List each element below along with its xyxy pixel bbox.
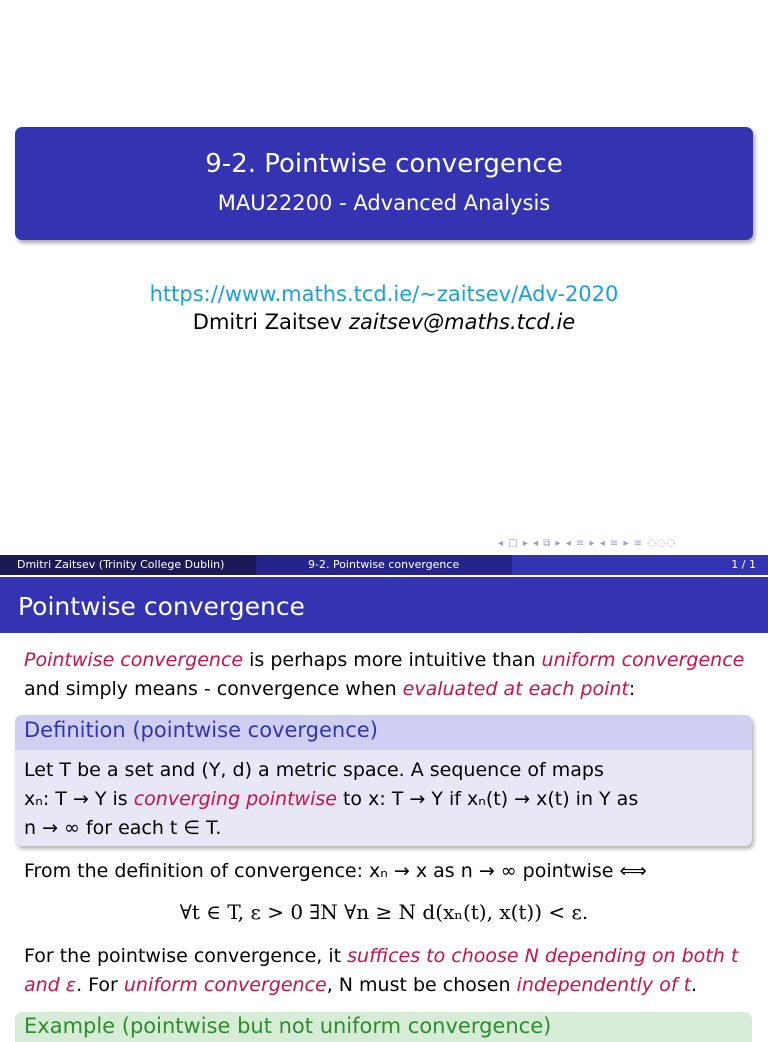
- example-block-header: [15, 1012, 752, 1042]
- definition-line-2a: xₙ: T → Y is: [24, 788, 134, 810]
- emphasis-depending: suffices to choose N depending on both t and ε: [24, 945, 739, 996]
- definition-line-3: n → ∞ for each t ∈ T.: [24, 817, 222, 839]
- footer-title: 9-2. Pointwise convergence: [308, 558, 460, 571]
- presentation-title: 9-2. Pointwise convergence: [205, 149, 563, 179]
- presentation-subtitle: MAU22200 - Advanced Analysis: [217, 191, 551, 215]
- emphasis-pointwise: Pointwise convergence: [24, 649, 244, 671]
- emphasis-converging-pointwise: converging pointwise: [133, 788, 337, 810]
- closing-paragraph: [24, 942, 749, 1000]
- definition-line-2: [24, 785, 744, 814]
- definition-title: Definition (pointwise covergence): [24, 718, 378, 742]
- closing-text-1: For the pointwise convergence, it: [24, 945, 348, 967]
- emphasis-each-point: evaluated at each point: [402, 678, 629, 700]
- author-email: zaitsev@maths.tcd.ie: [348, 310, 576, 334]
- consequence-paragraph: From the definition of convergence: xₙ → x as n → ∞ pointwise ⟺: [24, 860, 647, 882]
- course-url-link[interactable]: https://www.maths.tcd.ie/~zaitsev/Adv-2020: [149, 282, 619, 306]
- emphasis-uniform: uniform convergence: [541, 649, 745, 671]
- frame-title: Pointwise convergence: [18, 592, 305, 621]
- author-name: Dmitri Zaitsev: [192, 310, 343, 334]
- emphasis-uniform-2: uniform convergence: [123, 974, 327, 996]
- title-block: [15, 127, 753, 240]
- intro-text-3: :: [628, 678, 636, 700]
- definition-line-2b: to x: T → Y if xₙ(t) → x(t) in Y as: [336, 788, 639, 810]
- beamer-navigation-icons[interactable]: ◂ □ ▸ ◂ ⧉ ▸ ◂ ≡ ▸ ◂ ≡ ▸ ≡ ◌◌◌: [498, 538, 677, 549]
- footer-author: Dmitri Zaitsev (Trinity College Dublin): [17, 558, 225, 571]
- intro-text-1: is perhaps more intuitive than: [243, 649, 542, 671]
- footer-page-number: 1 / 1: [731, 558, 756, 571]
- author-line: [0, 310, 768, 334]
- footer-title-section: [256, 555, 512, 575]
- quantifier-formula: ∀t ∈ T, ε > 0 ∃N ∀n ≥ N d(xₙ(t), x(t)) < ε.: [179, 900, 589, 924]
- definition-line-1: Let T be a set and (Y, d) a metric space. A sequence of maps: [24, 759, 604, 781]
- intro-paragraph: [24, 646, 749, 704]
- footer-page-section: [512, 555, 768, 575]
- frame-title-bar: [0, 577, 768, 633]
- closing-text-3: , N must be chosen: [326, 974, 517, 996]
- definition-header: [15, 715, 752, 750]
- closing-text-2: . For: [76, 974, 124, 996]
- definition-block: [15, 715, 752, 846]
- closing-text-4: .: [691, 974, 698, 996]
- example-title: Example (pointwise but not uniform convergence): [24, 1014, 552, 1038]
- definition-body: [24, 756, 744, 843]
- intro-text-2: and simply means - convergence when: [24, 678, 403, 700]
- slide-footer: [0, 555, 768, 575]
- footer-author-section: [0, 555, 256, 575]
- emphasis-independently: independently of t: [516, 974, 692, 996]
